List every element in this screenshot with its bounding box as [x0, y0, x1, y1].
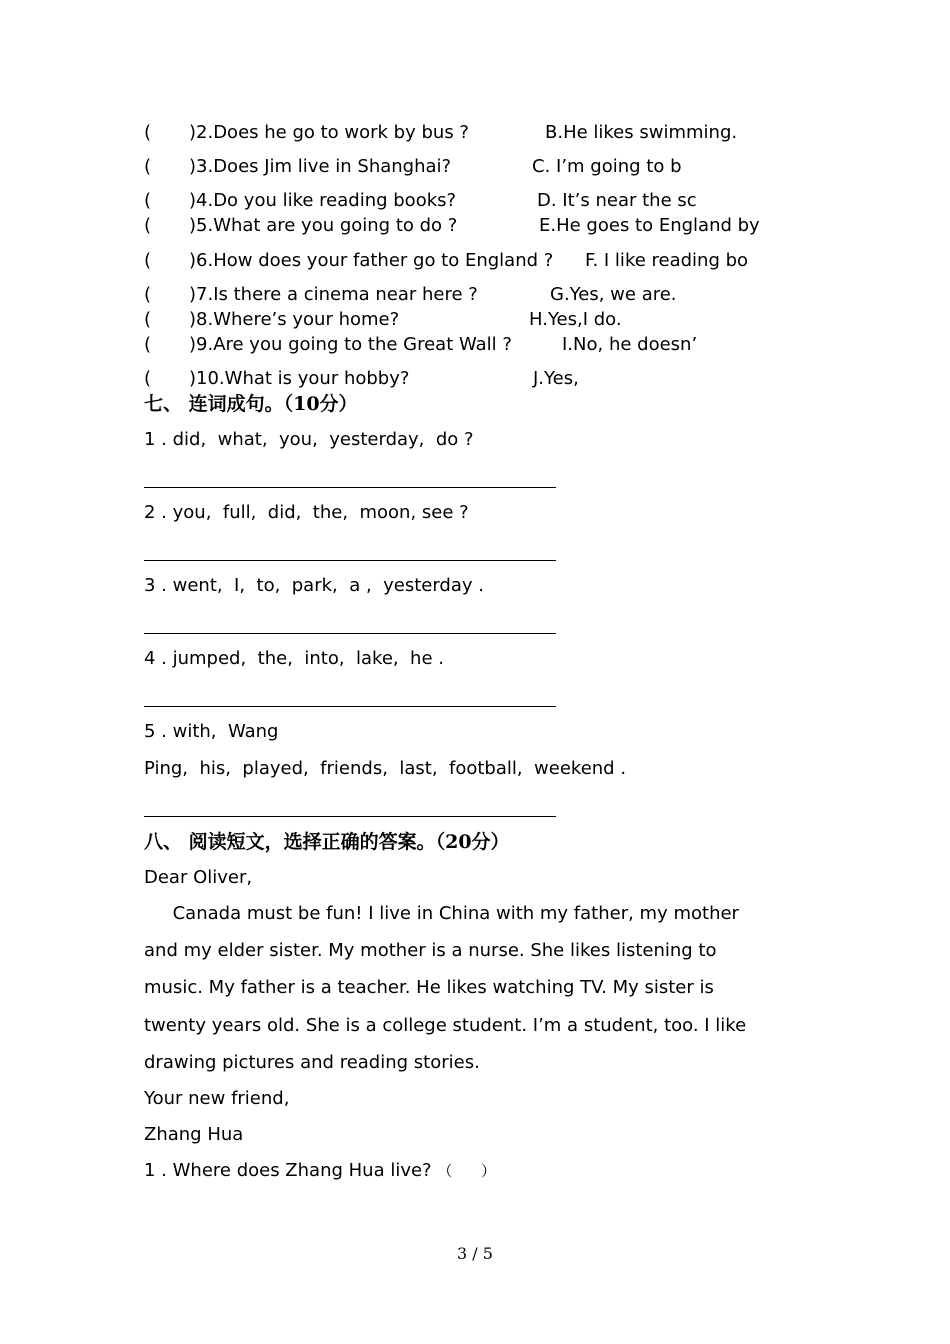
- question-6: )6.How does your father go to England ?: [189, 250, 554, 271]
- question-3: )3.Does Jim live in Shanghai?: [189, 156, 452, 177]
- answer-line-2[interactable]: [144, 560, 556, 561]
- answer-paren: (: [144, 334, 152, 355]
- sentence-item-5: 5 . with, Wang: [144, 721, 279, 742]
- sentence-item-3: 3 . went, I, to, park, a , yesterday .: [144, 575, 484, 596]
- question-2: )2.Does he go to work by bus ?: [189, 122, 469, 143]
- reading-question-1-text: 1 . Where does Zhang Hua live?: [144, 1160, 432, 1181]
- answer-f: F. I like reading bo: [585, 250, 749, 271]
- page-number: 3 / 5: [457, 1244, 493, 1263]
- answer-c: C. I’m going to b: [532, 156, 682, 177]
- answer-paren: (: [144, 215, 152, 236]
- question-8: )8.Where’s your home?: [189, 309, 400, 330]
- question-7: )7.Is there a cinema near here ?: [189, 284, 478, 305]
- question-5: )5.What are you going to do ?: [189, 215, 458, 236]
- sentence-item-1: 1 . did, what, you, yesterday, do ?: [144, 429, 474, 450]
- answer-paren: (: [144, 190, 152, 211]
- letter-body-line: and my elder sister. My mother is a nurse. She likes listening to: [144, 940, 717, 961]
- answer-paren: (: [144, 368, 152, 389]
- answer-blank[interactable]: （ ）: [437, 1162, 496, 1180]
- section-7-heading: 七、 连词成句。（10分）: [144, 393, 358, 415]
- answer-line-1[interactable]: [144, 487, 556, 488]
- question-10: )10.What is your hobby?: [189, 368, 410, 389]
- letter-body-line: music. My father is a teacher. He likes watching TV. My sister is: [144, 977, 714, 998]
- answer-paren: (: [144, 122, 152, 143]
- question-4: )4.Do you like reading books?: [189, 190, 457, 211]
- reading-question-1: [144, 1160, 496, 1182]
- letter-signature: Zhang Hua: [144, 1124, 244, 1145]
- answer-e: E.He goes to England by: [539, 215, 760, 236]
- section-8-heading: 八、 阅读短文，选择正确的答案。（20分）: [144, 831, 510, 853]
- sentence-item-2: 2 . you, full, did, the, moon, see ?: [144, 502, 469, 523]
- answer-j: J.Yes,: [533, 368, 579, 389]
- sentence-item-4: 4 . jumped, the, into, lake, he .: [144, 648, 444, 669]
- letter-body-line: twenty years old. She is a college student. I’m a student, too. I like: [144, 1015, 747, 1036]
- answer-paren: (: [144, 309, 152, 330]
- answer-b: B.He likes swimming.: [545, 122, 738, 143]
- answer-paren: (: [144, 250, 152, 271]
- answer-line-5[interactable]: [144, 816, 556, 817]
- sentence-item-5-continued: Ping, his, played, friends, last, football, weekend .: [144, 758, 627, 779]
- answer-paren: (: [144, 156, 152, 177]
- answer-line-4[interactable]: [144, 706, 556, 707]
- letter-body-line: drawing pictures and reading stories.: [144, 1052, 480, 1073]
- answer-paren: (: [144, 284, 152, 305]
- answer-d: D. It’s near the sc: [537, 190, 697, 211]
- question-9: )9.Are you going to the Great Wall ?: [189, 334, 512, 355]
- letter-closing: Your new friend,: [144, 1088, 290, 1109]
- letter-body-line: Canada must be fun! I live in China with my father, my mother: [144, 903, 739, 924]
- answer-i: I.No, he doesn’: [562, 334, 698, 355]
- answer-g: G.Yes, we are.: [550, 284, 677, 305]
- answer-h: H.Yes,I do.: [529, 309, 622, 330]
- answer-line-3[interactable]: [144, 633, 556, 634]
- letter-salutation: Dear Oliver,: [144, 867, 253, 888]
